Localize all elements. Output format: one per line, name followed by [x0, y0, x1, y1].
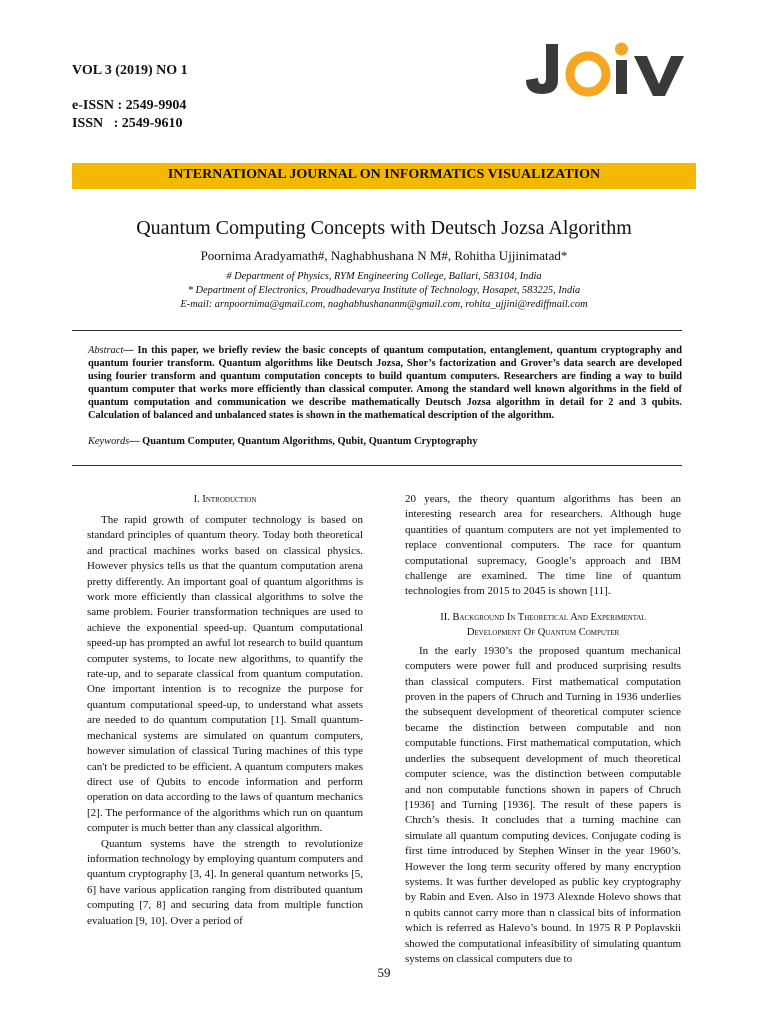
right-column	[405, 492, 681, 967]
intro-paragraph-1: The rapid growth of computer technology is based on standard principles of quantum theory. Today both theoretical and practical machines works based on classical physics. However physics tells us that the quantum computation arena pretty differently. An important goal of quantum algorithms is work more efficiently than classical algorithms to solve the same problem. Fourier transformation techniques are used to achieve the exponential speed-up. Quantum computational speed-up has prompted an awful lot research to build quantum computer systems, to locate new algorithms, to quantify the rate-up, and to separate classical from quantum computation. One important intention is to recognize the purpose for quantum computational speed-up, to understand what assets are needed to do quantum computation [1]. Small quantum-mechanical systems are simulated on quantum computers, however simulation of classical Turing machines of this type can't be predicted to be efficient. A quantum computers makes direct use of Qubits to encode information and perform operation on data according to the laws of quantum mechanics [2]. The performance of the algorithms which run on quantum computer is much better than any classical algorithm.	[87, 514, 363, 835]
page-number: 59	[377, 965, 391, 980]
intro-continued-paragraph: 20 years, the theory quantum algorithms has been an interesting research area for researchers. Although huge quantities of quantum computers are not yet implemented to replace conventional computers. The race for quantum computational supremacy, Google’s approach and IBM challenge are examined. The time line of quantum technologies from 2015 to 2045 is shown [11].	[405, 493, 681, 598]
journal-banner	[72, 163, 696, 189]
affiliation-2: * Department of Electronics, Proudhadevarya Institute of Technology, Hosapet, 583225, India	[187, 285, 581, 296]
abstract-label: Abstract	[88, 345, 124, 356]
issn-label: ISSN : 2549-9610	[72, 116, 183, 131]
keywords-text: — Quantum Computer, Quantum Algorithms, Qubit, Quantum Cryptography	[129, 436, 478, 447]
divider-bottom	[72, 465, 682, 466]
abstract-text: — In this paper, we briefly review the basic concepts of quantum computation, entanglement, quantum cryptography and quantum fourier transform. Quantum algorithms like Deutsch Jozsa, Shor’s factorization and Grover’s data search are developed using fourier transform and quantum computation concepts to build quantum computers. Researchers are finding a way to build quantum computer that works more efficiently than classical computer. Among the standard well known algorithms in the field of quantum computation and communication we describe mathematically Deutsch Jozsa algorithm in detail for 2 and 3 qubits. Calculation of balanced and unbalanced states is shown in the mathematical description of the algorithm.	[88, 345, 682, 421]
abstract	[88, 344, 682, 422]
background-heading-line-1: II. Background In Theoretical And Experimental	[440, 611, 646, 623]
affiliation-1: # Department of Physics, RYM Engineering College, Ballari, 583104, India	[226, 271, 542, 282]
intro-heading: I. Introduction	[193, 494, 257, 505]
intro-paragraph-2: Quantum systems have the strength to revolutionize information technology by employing quantum computers and quantum cryptography [3, 4]. In general quantum networks [5, 6] have various application ranging from distributed quantum computing [7, 8] and securing data from multiple function evaluation [9, 10]. Over a period of	[87, 837, 363, 927]
volume-label: VOL 3 (2019) NO 1	[72, 63, 188, 78]
background-heading-line-2: Development Of Quantum Computer	[466, 626, 620, 638]
keywords	[88, 436, 682, 447]
author-emails: E-mail: arnpoornima@gmail.com, naghabhushananm@gmail.com, rohita_ujjini@rediffmail.com	[180, 299, 588, 310]
paper-authors: Poornima Aradyamath#, Naghabhushana N M#, Rohitha Ujjinimatad*	[200, 248, 568, 263]
joiv-logo	[520, 40, 698, 98]
left-column	[87, 492, 363, 929]
journal-name: INTERNATIONAL JOURNAL ON INFORMATICS VISUALIZATION	[167, 167, 601, 182]
divider-top	[72, 330, 682, 331]
eissn-label: e-ISSN : 2549-9904	[72, 98, 187, 113]
paper-title: Quantum Computing Concepts with Deutsch Jozsa Algorithm	[136, 217, 632, 239]
background-paragraph: In the early 1930’s the proposed quantum mechanical computers were power full and produced surprising results than classical computers. First mathematical computation proven in the papers of Chruch and Turning in 1936 underlies the subsequent development of theoretical computer science became the distinction between computable and non computable functions. First mathematical computation, which underlies the subsequent development of much theoretical computer science, was the distinction between computable and non computable functions shown in papers of Chruch [1936] and Turning [1936]. The result of these papers is Chrch’s thesis. It concludes that a turning machine can simulate all quantum computing devices. Conjugate coding is first time introduced by Stephen Winser in the year 1960’s. However the long term security offered by many encryption systems. It was further developed as public key cryptography by Rabin and Even. Also in 1973 Alexnde Holevo shows that n qubits cannot carry more than n classical bits of information which is referred as Halevo’s bound. In 1975 R P Poplavskii showed the computational infeasibility of simulating quantum systems on classical computers due to	[405, 644, 681, 965]
keywords-label: Keywords	[88, 436, 130, 447]
